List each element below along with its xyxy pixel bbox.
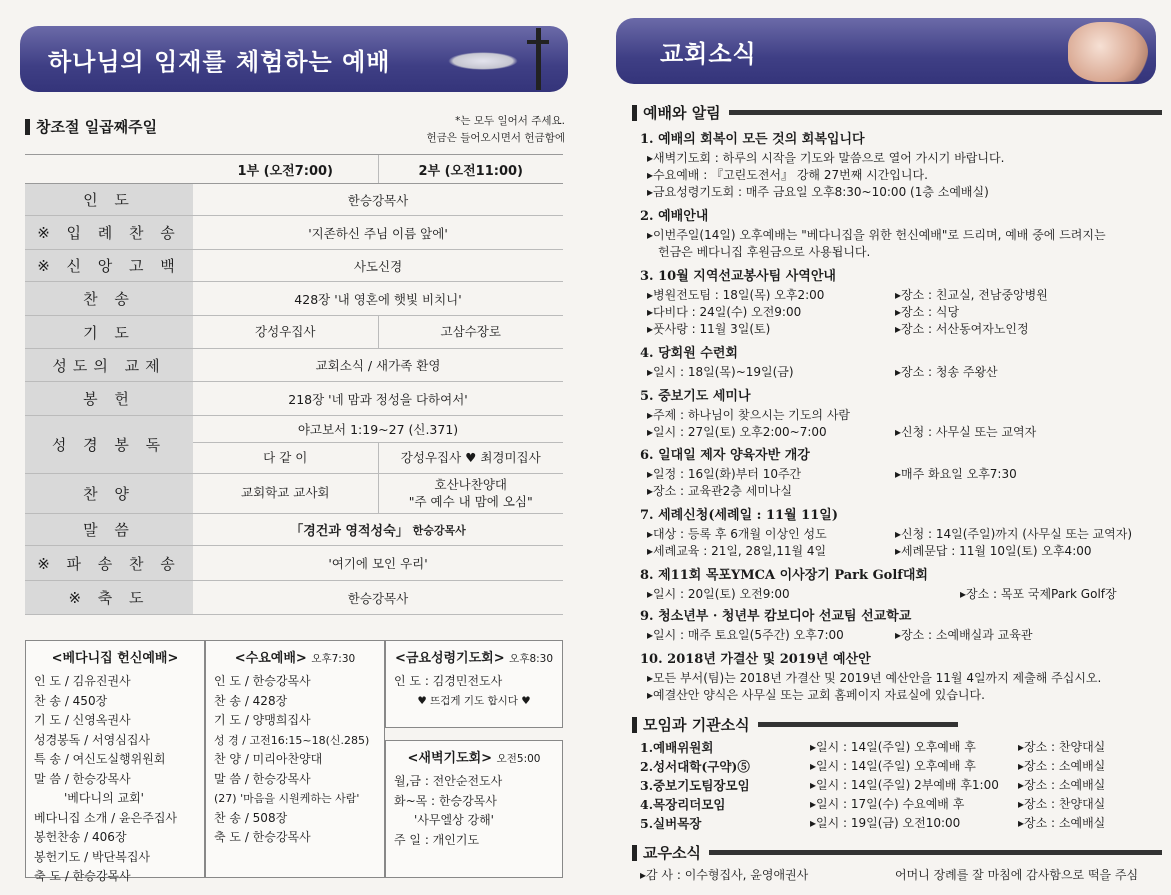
order-value: 428장 '내 영혼에 햇빛 비치니' [294,291,462,307]
order-row [25,546,563,581]
meeting-time: ▸일시 : 19일(금) 오전10:00 [810,816,961,830]
wednesday-service-box [205,640,385,878]
choir-name: 호산나찬양대 [434,477,507,493]
meeting-place: ▸장소 : 소예배실 [1018,816,1106,830]
service-1-header: 1부 (오전7:00) [237,163,333,179]
meeting-row [640,738,1140,757]
choir-song: "주 예수 내 맘에 오심" [408,493,533,509]
news-detail: ▸새벽기도회 : 하루의 시작을 기도와 말씀으로 열어 가시기 바랍니다. [647,151,1005,165]
meeting-row [640,776,1140,795]
news-detail: ▸병원전도팀 : 18일(목) 오후2:00 [647,288,825,302]
meeting-place: ▸장소 : 찬양대실 [1018,797,1106,811]
list-item: 축 도 / 한승강목사 [34,869,131,883]
news-detail: ▸모든 부서(팀)는 2018년 가결산 및 2019년 예산안을 11월 4일까지 제출해 주십시오. [647,671,1102,685]
right-banner-title: 교회소식 [660,39,757,68]
title-bar-icon [632,717,637,733]
dawn-prayer-box [385,740,563,878]
order-category: ※ 입 례 찬 송 [25,216,193,249]
news-detail-right: ▸장소 : 소예배실과 교육관 [895,628,1033,642]
members-section-title: 교우소식 [643,844,701,862]
service-note-2: 헌금은 들어오시면서 헌금함에 [426,132,565,144]
news-heading: 1. 예배의 회복이 모든 것의 회복입니다 [640,132,865,147]
order-row [25,349,563,382]
order-row [25,184,563,216]
list-item: 특 송 / 여신도실행위원회 [34,752,166,766]
news-detail-right: ▸신청 : 14일(주일)까지 (사무실 또는 교역자) [895,527,1133,541]
news-item [640,267,836,338]
section-rule [709,850,1162,855]
meetings-section-header [632,714,1162,735]
section-rule [758,722,958,727]
meeting-place: ▸장소 : 찬양대실 [1018,740,1106,754]
meeting-place: ▸장소 : 소예배실 [1018,778,1106,792]
order-category: 찬 양 [25,474,193,513]
meetings-section-title: 모임과 기관소식 [643,716,750,734]
order-category: 봉 헌 [25,382,193,415]
friday-title: <금요성령기도회> [394,651,505,666]
list-item: 찬 송 / 508장 [214,810,288,825]
order-row [25,474,563,514]
order-value-1: 강성우집사 [255,323,316,339]
news-item [640,506,838,560]
order-value: '여기에 모인 우리' [328,556,428,571]
order-value-1: 다 같 이 [263,449,308,465]
members-thanks-detail: 어머니 장례를 잘 마침에 감사함으로 떡을 주심 [895,868,1139,882]
news-heading: 3. 10월 지역선교봉사팀 사역안내 [640,269,836,284]
list-item: 찬 송 / 450장 [34,693,108,708]
order-category: ※ 신 앙 고 백 [25,250,193,281]
news-detail: ▸일시 : 27일(토) 오후2:00~7:00 [647,425,827,439]
news-detail-right: ▸장소 : 청송 주왕산 [895,365,998,379]
service-title-row [25,116,157,137]
news-detail-right: ▸장소 : 목포 국제Park Golf장 [960,587,1117,601]
list-item: 기 도 / 양맹희집사 [214,713,311,727]
meeting-row [640,795,1140,814]
list-item: 인 도 / 한승강목사 [214,674,311,688]
order-category: ※ 파 송 찬 송 [25,546,193,580]
list-item: 말 씀 / 한승강목사 [34,771,131,786]
list-item: 인 도 : 김경민전도사 [394,674,503,688]
order-category: 성 경 봉 독 [25,416,193,473]
news-heading: 6. 일대일 제자 양육자반 개강 [640,448,810,463]
order-category: 성도의 교제 [25,349,193,381]
service-notes [400,113,565,147]
news-detail-right: ▸매주 화요일 오후7:30 [895,467,1017,481]
list-item: 성 경 / 고전16:15~18(신.285) [214,733,370,747]
cloud-image [448,52,518,70]
list-item: (27) '마음을 시원케하는 사람' [214,792,360,805]
news-heading: 4. 당회원 수련회 [640,346,738,361]
section-rule [729,110,1162,115]
news-heading: 8. 제11회 목포YMCA 이사장기 Park Golf대회 [640,568,928,583]
order-row [25,316,563,349]
list-item: 인 도 / 김유진권사 [34,674,131,688]
list-item: 주 일 : 개인기도 [394,832,480,847]
news-item [640,344,794,381]
news-item [640,130,1004,201]
meeting-row [640,814,1140,833]
order-value: '지존하신 주님 이름 앞에' [308,225,448,241]
order-value: 한승강목사 [347,192,409,208]
order-value: 한승강목사 [347,590,409,606]
bethany-title: <베다니집 헌신예배> [51,651,179,666]
news-detail: ▸수요예배 : 『고린도전서』 강해 27번째 시간입니다. [647,168,928,182]
news-detail: ▸장소 : 교육관2층 세미나실 [647,484,793,498]
news-heading: 2. 예배안내 [640,209,709,224]
order-value-2: 강성우집사 ♥ 최경미집사 [378,443,564,473]
sermon-preacher: 한승강목사 [412,523,466,537]
list-item: 축 도 / 한승강목사 [214,830,311,844]
meeting-name: 4.목장리더모임 [640,797,726,812]
meeting-row [640,757,1140,776]
order-row [25,416,563,474]
wednesday-title-row [206,647,384,666]
order-value-2: 고삼수장로 [378,316,564,348]
friday-title-row [386,647,562,666]
order-value: 218장 '네 맘과 정성을 다하여서' [288,391,468,407]
news-item [640,446,810,500]
meeting-time: ▸일시 : 14일(주일) 오후예배 후 [810,759,976,773]
friday-time: 오후8:30 [509,653,554,665]
news-heading: 9. 청소년부 · 청년부 캄보디아 선교팀 선교학교 [640,609,912,624]
order-category: 인 도 [25,184,193,215]
order-row [25,250,563,282]
praying-hands-image [1068,22,1148,82]
list-item: 말 씀 / 한승강목사 [214,771,311,786]
list-item: ♥ 뜨겁게 기도 합시다 ♥ [417,694,531,707]
news-detail-right: ▸세례문답 : 11월 10일(토) 오후4:00 [895,544,1092,558]
news-detail-right: ▸장소 : 서산동여자노인정 [895,322,1029,336]
list-item: 월,금 : 전안순전도사 [394,774,503,788]
bethany-service-box [25,640,205,883]
news-item [640,650,1101,704]
order-value: 사도신경 [353,258,403,274]
news-item [640,607,911,644]
news-detail: ▸금요성령기도회 : 매주 금요일 오후8:30~10:00 (1층 소예배실) [647,185,989,199]
members-thanks: ▸감 사 : 이수형집사, 윤영애권사 [640,868,809,882]
news-heading: 10. 2018년 가결산 및 2019년 예산안 [640,652,871,667]
list-item: 기 도 / 신영옥권사 [34,713,131,727]
left-banner [20,26,568,92]
meeting-time: ▸일시 : 14일(주일) 오후예배 후 [810,740,976,754]
news-item [640,387,850,441]
news-heading: 7. 세례신청(세례일 : 11월 11일) [640,508,838,523]
left-banner-title: 하나님의 임재를 체험하는 예배 [48,47,391,76]
order-row [25,581,563,615]
news-detail: ▸일시 : 매주 토요일(5주간) 오후7:00 [647,628,844,642]
news-detail: ▸예결산안 양식은 사무실 또는 교회 홈페이지 자료실에 있습니다. [647,688,985,702]
news-heading: 5. 중보기도 세미나 [640,389,751,404]
news-detail: ▸일시 : 18일(목)~19일(금) [647,365,794,379]
meeting-name: 5.실버목장 [640,816,702,831]
meeting-time: ▸일시 : 14일(주일) 2부예배 후1:00 [810,778,999,792]
news-item [640,207,1106,261]
wednesday-time: 오후7:30 [311,653,356,665]
order-category: 기 도 [25,316,193,348]
news-detail: ▸다비다 : 24일(수) 오전9:00 [647,305,802,319]
news-section-header [632,102,1162,123]
news-detail: 헌금은 베다니집 후원금으로 사용됩니다. [658,245,871,259]
title-bar-icon [25,119,30,135]
list-item: '베다니의 교회' [64,791,144,805]
dawn-title: <새벽기도회> [407,751,493,766]
news-detail: ▸이번주일(14일) 오후예배는 "베다니집을 위한 헌신예배"로 드리며, 예배 중에 드려지는 [647,228,1106,242]
meeting-name: 3.중보기도팀장모임 [640,778,750,793]
news-section-title: 예배와 알림 [643,104,721,122]
meeting-time: ▸일시 : 17일(수) 수요예배 후 [810,797,965,811]
order-row [25,382,563,416]
meeting-name: 2.성서대학(구약)⑤ [640,759,750,774]
right-banner [616,18,1156,84]
list-item: 봉헌찬송 / 406장 [34,830,127,844]
news-detail: ▸일시 : 20일(토) 오전9:00 [647,587,790,601]
order-value-2 [378,474,564,513]
list-item: 찬 송 / 428장 [214,693,288,708]
service-2-header: 2부 (오전11:00) [378,155,564,183]
sermon-title: 「경건과 영적성숙」 [290,524,409,539]
news-detail: ▸풋사랑 : 11월 3일(토) [647,322,771,336]
order-category: 말 씀 [25,514,193,545]
title-bar-icon [632,845,637,861]
cross-icon [524,26,554,92]
order-value [193,514,563,545]
worship-order-table [25,154,563,615]
news-item [640,566,928,603]
meeting-name: 1.예배위원회 [640,740,714,755]
friday-prayer-box [385,640,563,728]
order-value-1: 교회학교 교사회 [241,485,330,501]
list-item: 성경봉독 / 서영심집사 [34,732,151,747]
members-section-header [632,842,1162,863]
order-row [25,282,563,316]
news-detail: ▸대상 : 등록 후 6개월 이상인 성도 [647,527,827,541]
service-title: 창조절 일곱째주일 [36,118,158,136]
news-detail: ▸일정 : 16일(화)부터 10주간 [647,467,802,481]
list-item: 봉헌기도 / 박단복집사 [34,849,151,864]
news-detail-right: ▸장소 : 친교실, 전남중앙병원 [895,288,1048,302]
list-item: 화~목 : 한승강목사 [394,793,497,808]
wednesday-title: <수요예배> [234,651,307,666]
dawn-title-row [386,747,562,766]
list-item: 찬 양 / 미리아찬양대 [214,752,323,766]
worship-order-header [25,154,563,184]
news-detail: ▸주제 : 하나님이 찾으시는 기도의 사람 [647,408,851,422]
list-item: '사무엘상 강해' [414,813,494,827]
order-row [25,514,563,546]
order-value-top: 야고보서 1:19~27 (신.371) [193,416,563,443]
list-item: 베다니집 소개 / 윤은주집사 [34,810,177,825]
news-detail-right: ▸신청 : 사무실 또는 교역자 [895,425,1037,439]
order-row [25,216,563,250]
order-category: ※ 축 도 [25,581,193,614]
news-detail: ▸세례교육 : 21일, 28일,11월 4일 [647,544,827,558]
news-detail-right: ▸장소 : 식당 [895,305,960,319]
dawn-time: 오전5:00 [496,753,541,765]
title-bar-icon [632,105,637,121]
order-value: 교회소식 / 새가족 환영 [315,358,441,373]
order-category: 찬 송 [25,282,193,315]
meeting-place: ▸장소 : 소예배실 [1018,759,1106,773]
service-note-1: *는 모두 일어서 주세요. [455,115,565,127]
